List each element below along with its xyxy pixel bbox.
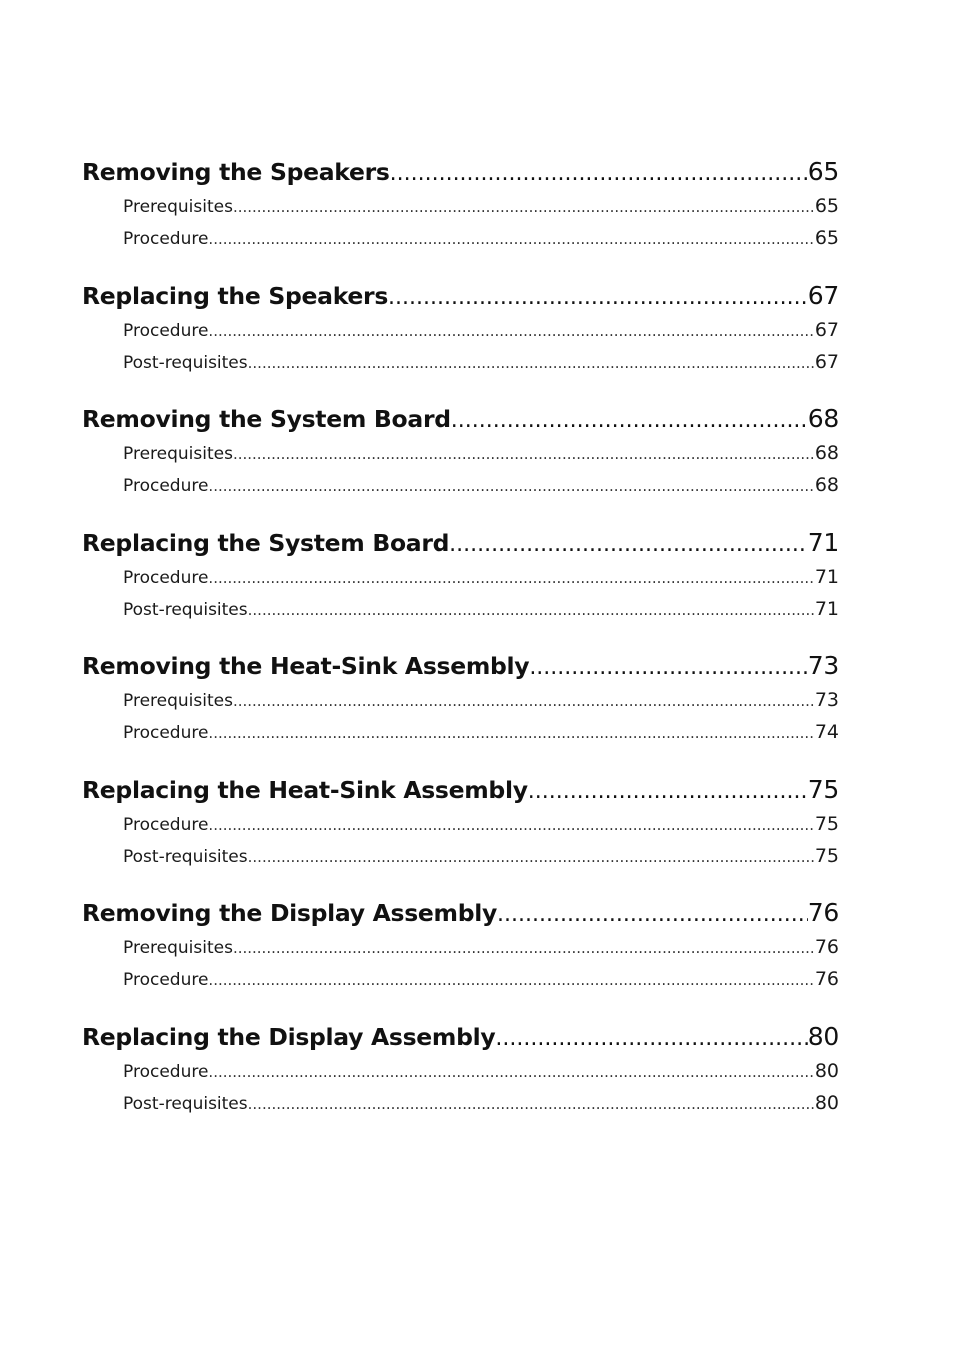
sub-page-number: 67 [815,314,839,346]
toc-sub-entry[interactable] [82,437,839,469]
dot-leader [248,347,815,379]
toc-chapter-entry[interactable] [82,278,839,314]
chapter-page-number: 75 [808,772,839,808]
sub-page-number: 80 [815,1087,839,1119]
dot-leader [208,964,814,996]
dot-leader [233,191,815,223]
sub-page-number: 71 [815,593,839,625]
dot-leader [208,562,814,594]
sub-page-number: 65 [815,222,839,254]
chapter-page-number: 80 [808,1019,839,1055]
dot-leader [208,717,814,749]
sub-title: Procedure [123,315,208,347]
dot-leader [248,841,815,873]
toc-sub-entry[interactable] [82,808,839,840]
dot-leader [497,897,808,933]
toc-section [82,772,839,896]
toc-sub-entry[interactable] [82,931,839,963]
sub-page-number: 71 [815,561,839,593]
toc-sub-entry[interactable] [82,314,839,346]
sub-title: Procedure [123,562,208,594]
sub-page-number: 75 [815,840,839,872]
sub-title: Post-requisites [123,841,248,873]
sub-page-number: 73 [815,684,839,716]
chapter-title: Replacing the System Board [82,525,449,561]
sub-title: Procedure [123,964,208,996]
sub-page-number: 80 [815,1055,839,1087]
dot-leader [451,403,808,439]
toc-section [82,648,839,772]
dot-leader [208,223,814,255]
toc-section [82,154,839,278]
sub-title: Procedure [123,223,208,255]
sub-title: Prerequisites [123,685,233,717]
sub-title: Post-requisites [123,594,248,626]
dot-leader [248,594,815,626]
chapter-page-number: 76 [808,895,839,931]
toc-sub-entry[interactable] [82,716,839,748]
dot-leader [208,315,814,347]
sub-title: Post-requisites [123,347,248,379]
sub-title: Procedure [123,717,208,749]
toc-chapter-entry[interactable] [82,772,839,808]
sub-title: Procedure [123,809,208,841]
sub-page-number: 76 [815,931,839,963]
dot-leader [390,156,808,192]
sub-page-number: 74 [815,716,839,748]
dot-leader [208,1056,814,1088]
chapter-title: Removing the Heat-Sink Assembly [82,648,529,684]
toc-sub-entry[interactable] [82,684,839,716]
toc-chapter-entry[interactable] [82,648,839,684]
dot-leader [233,685,815,717]
toc-sub-entry[interactable] [82,561,839,593]
sub-title: Prerequisites [123,191,233,223]
chapter-title: Removing the Speakers [82,154,390,190]
dot-leader [388,280,808,316]
chapter-page-number: 67 [808,278,839,314]
chapter-page-number: 68 [808,401,839,437]
dot-leader [495,1021,807,1057]
sub-title: Prerequisites [123,932,233,964]
chapter-page-number: 71 [808,525,839,561]
toc-sub-entry[interactable] [82,346,839,378]
toc-chapter-entry[interactable] [82,154,839,190]
chapter-title: Replacing the Speakers [82,278,388,314]
sub-title: Procedure [123,470,208,502]
dot-leader [449,527,808,563]
chapter-title: Replacing the Heat-Sink Assembly [82,772,528,808]
toc-section [82,1019,839,1143]
toc-section [82,895,839,1019]
sub-page-number: 67 [815,346,839,378]
toc-section [82,525,839,649]
sub-title: Procedure [123,1056,208,1088]
toc-section [82,278,839,402]
dot-leader [529,650,807,686]
sub-page-number: 75 [815,808,839,840]
toc-chapter-entry[interactable] [82,895,839,931]
toc-chapter-entry[interactable] [82,525,839,561]
toc-chapter-entry[interactable] [82,1019,839,1055]
toc-sub-entry[interactable] [82,593,839,625]
toc-sub-entry[interactable] [82,840,839,872]
sub-page-number: 76 [815,963,839,995]
chapter-title: Removing the Display Assembly [82,895,497,931]
chapter-page-number: 73 [808,648,839,684]
table-of-contents [82,154,839,1142]
toc-sub-entry[interactable] [82,190,839,222]
dot-leader [233,932,815,964]
toc-sub-entry[interactable] [82,222,839,254]
chapter-page-number: 65 [808,154,839,190]
dot-leader [528,774,808,810]
sub-page-number: 68 [815,437,839,469]
sub-title: Prerequisites [123,438,233,470]
sub-title: Post-requisites [123,1088,248,1120]
toc-chapter-entry[interactable] [82,401,839,437]
toc-sub-entry[interactable] [82,1087,839,1119]
toc-sub-entry[interactable] [82,469,839,501]
dot-leader [233,438,815,470]
sub-page-number: 68 [815,469,839,501]
toc-sub-entry[interactable] [82,963,839,995]
dot-leader [248,1088,815,1120]
chapter-title: Replacing the Display Assembly [82,1019,495,1055]
toc-sub-entry[interactable] [82,1055,839,1087]
dot-leader [208,470,814,502]
chapter-title: Removing the System Board [82,401,451,437]
sub-page-number: 65 [815,190,839,222]
toc-section [82,401,839,525]
dot-leader [208,809,814,841]
